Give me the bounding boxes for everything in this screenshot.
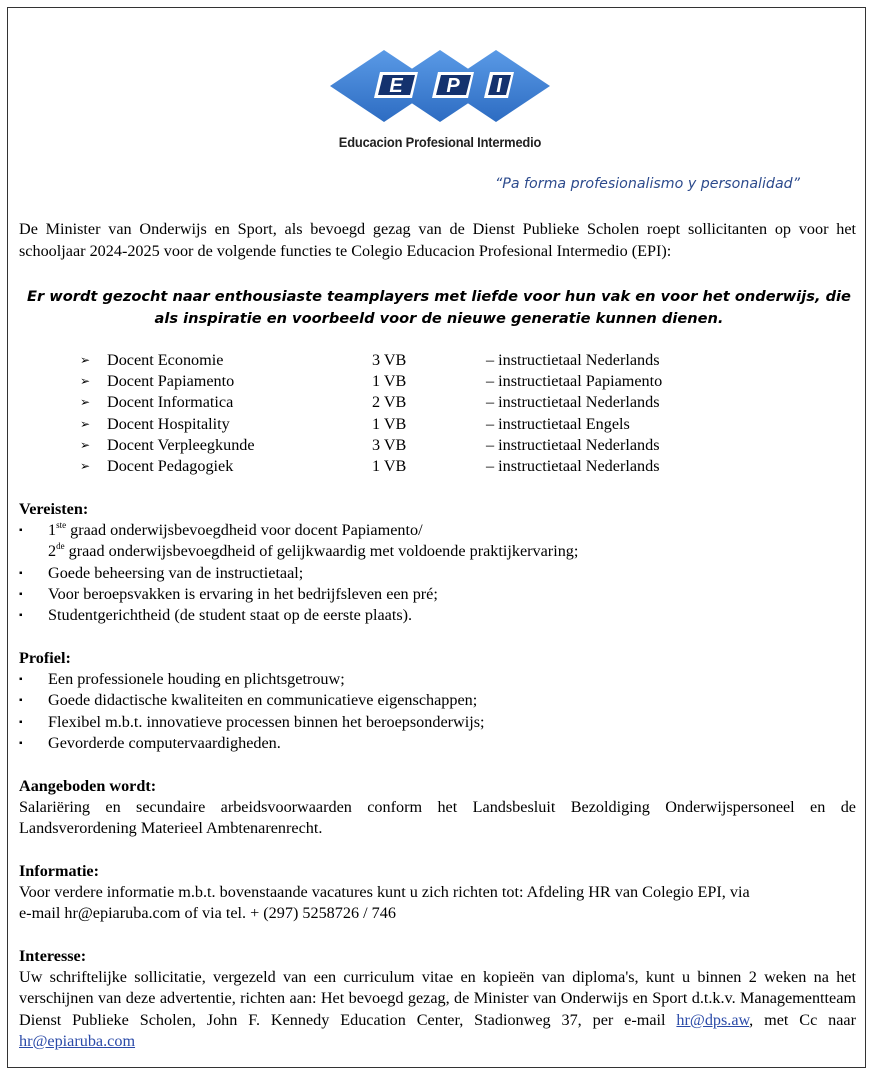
position-item <box>80 350 800 371</box>
profile-heading: Profiel: <box>19 649 71 667</box>
square-bullet-icon: ▪ <box>19 716 23 728</box>
interest-section <box>19 946 856 1052</box>
position-title: Docent Pedagogiek <box>107 457 234 476</box>
requirement-item <box>19 584 856 605</box>
requirements-heading: Vereisten: <box>19 500 89 518</box>
position-fte: 3 VB <box>372 435 407 454</box>
position-title: Docent Verpleegkunde <box>107 435 255 454</box>
email-link-dps[interactable]: hr@dps.aw <box>676 1010 750 1029</box>
interest-paragraph <box>19 967 856 1052</box>
square-bullet-icon: ▪ <box>19 695 23 707</box>
requirement-item <box>19 520 856 562</box>
grade-suffix: de <box>56 541 65 552</box>
position-item <box>80 371 800 392</box>
position-language: – instructietaal Nederlands <box>486 351 660 370</box>
position-item <box>80 456 800 477</box>
profile-section <box>19 648 856 754</box>
info-section <box>19 861 856 925</box>
email-link-epi[interactable]: hr@epiaruba.com <box>19 1031 136 1050</box>
position-item <box>80 414 800 435</box>
position-language: – instructietaal Engels <box>486 414 630 433</box>
info-line-2: e-mail hr@epiaruba.com of via tel. + (297) 5258726 / 746 <box>19 904 396 923</box>
arrow-bullet-icon: ➢ <box>80 353 91 368</box>
requirement-text: graad onderwijsbevoegdheid of gelijkwaardig met voldoende praktijkervaring; <box>64 542 579 561</box>
profile-item <box>19 712 856 733</box>
position-item <box>80 435 800 456</box>
logo-letter-e: E <box>389 75 403 97</box>
interest-middle-text: , met Cc naar <box>749 1010 856 1029</box>
info-line-1: Voor verdere informatie m.b.t. bovenstaande vacatures kunt u zich richten tot: Afdeling HR van Colegio EPI, via <box>19 883 750 902</box>
profile-item <box>19 733 856 754</box>
square-bullet-icon: ▪ <box>19 525 23 537</box>
position-language: – instructietaal Nederlands <box>486 393 660 412</box>
requirement-text: Studentgerichtheid (de student staat op de eerste plaats). <box>48 606 413 625</box>
position-fte: 1 VB <box>372 372 407 391</box>
interest-text: Uw schriftelijke sollicitatie, vergezeld van een curriculum vitae en kopieën van diploma's, kunt u binnen 2 weken na het verschijnen van deze advertentie, richten aan: Het bevoegd gezag, de Minister van Onderwijs en Sport d.t.k.v. Managementteam Dienst Publieke Scholen, John F. Kennedy Education Center, Stadionweg 37, per e-mail <box>19 968 856 1029</box>
org-name: Educacion Profesional Intermedio <box>338 134 542 150</box>
offered-text: Salariëring en secundaire arbeidsvoorwaarden conform het Landsbesluit Bezoldiging Onderwijspersoneel en de Landsverordening Materieel Ambtenarenrecht. <box>19 798 856 838</box>
square-bullet-icon: ▪ <box>19 674 23 686</box>
arrow-bullet-icon: ➢ <box>80 374 91 389</box>
requirement-text: graad onderwijsbevoegdheid voor docent Papiamento/ <box>66 521 423 540</box>
requirements-section <box>19 499 856 626</box>
intro-paragraph: De Minister van Onderwijs en Sport, als bevoegd gezag van de Dienst Publieke Scholen roept sollicitanten op voor het schooljaar 2024-2025 voor de volgende functies te Colegio Educacion Profesional Intermedio (EPI): <box>19 220 856 260</box>
position-fte: 1 VB <box>372 457 407 476</box>
profile-item <box>19 669 856 690</box>
square-bullet-icon: ▪ <box>19 567 23 579</box>
positions-list <box>80 350 800 477</box>
square-bullet-icon: ▪ <box>19 737 23 749</box>
requirement-text: Voor beroepsvakken is ervaring in het bedrijfsleven een pré; <box>48 584 438 603</box>
position-language: – instructietaal Papiamento <box>486 372 663 391</box>
requirement-item <box>19 605 856 626</box>
requirement-text: Goede beheersing van de instructietaal; <box>48 563 304 582</box>
grade-suffix: ste <box>56 519 67 530</box>
interest-heading: Interesse: <box>19 947 87 965</box>
tagline: “Pa forma profesionalismo y personalidad” <box>494 176 800 192</box>
arrow-bullet-icon: ➢ <box>80 437 91 452</box>
logo-letter-p: P <box>446 75 460 97</box>
epi-logo <box>328 44 550 128</box>
profile-item <box>19 690 856 711</box>
position-title: Docent Informatica <box>107 393 234 412</box>
offered-section <box>19 776 856 840</box>
square-bullet-icon: ▪ <box>19 588 23 600</box>
requirement-item <box>19 563 856 584</box>
callout-text: Er wordt gezocht naar enthousiaste teamplayers met liefde voor hun vak en voor het onderwijs, die als inspiratie en voorbeeld voor de nieuwe generatie kunnen dienen. <box>27 288 851 327</box>
position-title: Docent Hospitality <box>107 414 230 433</box>
profile-text: Flexibel m.b.t. innovatieve processen binnen het beroepsonderwijs; <box>48 712 485 731</box>
position-language: – instructietaal Nederlands <box>486 435 660 454</box>
position-fte: 1 VB <box>372 414 407 433</box>
square-bullet-icon: ▪ <box>19 610 23 622</box>
profile-text: Gevorderde computervaardigheden. <box>48 733 281 752</box>
grade-number: 1 <box>48 521 57 540</box>
grade-number: 2 <box>48 542 57 561</box>
position-item <box>80 392 800 413</box>
offered-heading: Aangeboden wordt: <box>19 777 157 795</box>
arrow-bullet-icon: ➢ <box>80 416 91 431</box>
position-fte: 2 VB <box>372 393 407 412</box>
arrow-bullet-icon: ➢ <box>80 459 91 474</box>
logo-letter-i: I <box>496 75 502 97</box>
position-title: Docent Economie <box>107 351 224 370</box>
position-title: Docent Papiamento <box>107 372 235 391</box>
info-heading: Informatie: <box>19 862 100 880</box>
arrow-bullet-icon: ➢ <box>80 395 91 410</box>
profile-text: Goede didactische kwaliteiten en communicatieve eigenschappen; <box>48 691 478 710</box>
position-fte: 3 VB <box>372 351 407 370</box>
profile-text: Een professionele houding en plichtsgetrouw; <box>48 670 345 689</box>
position-language: – instructietaal Nederlands <box>486 457 660 476</box>
